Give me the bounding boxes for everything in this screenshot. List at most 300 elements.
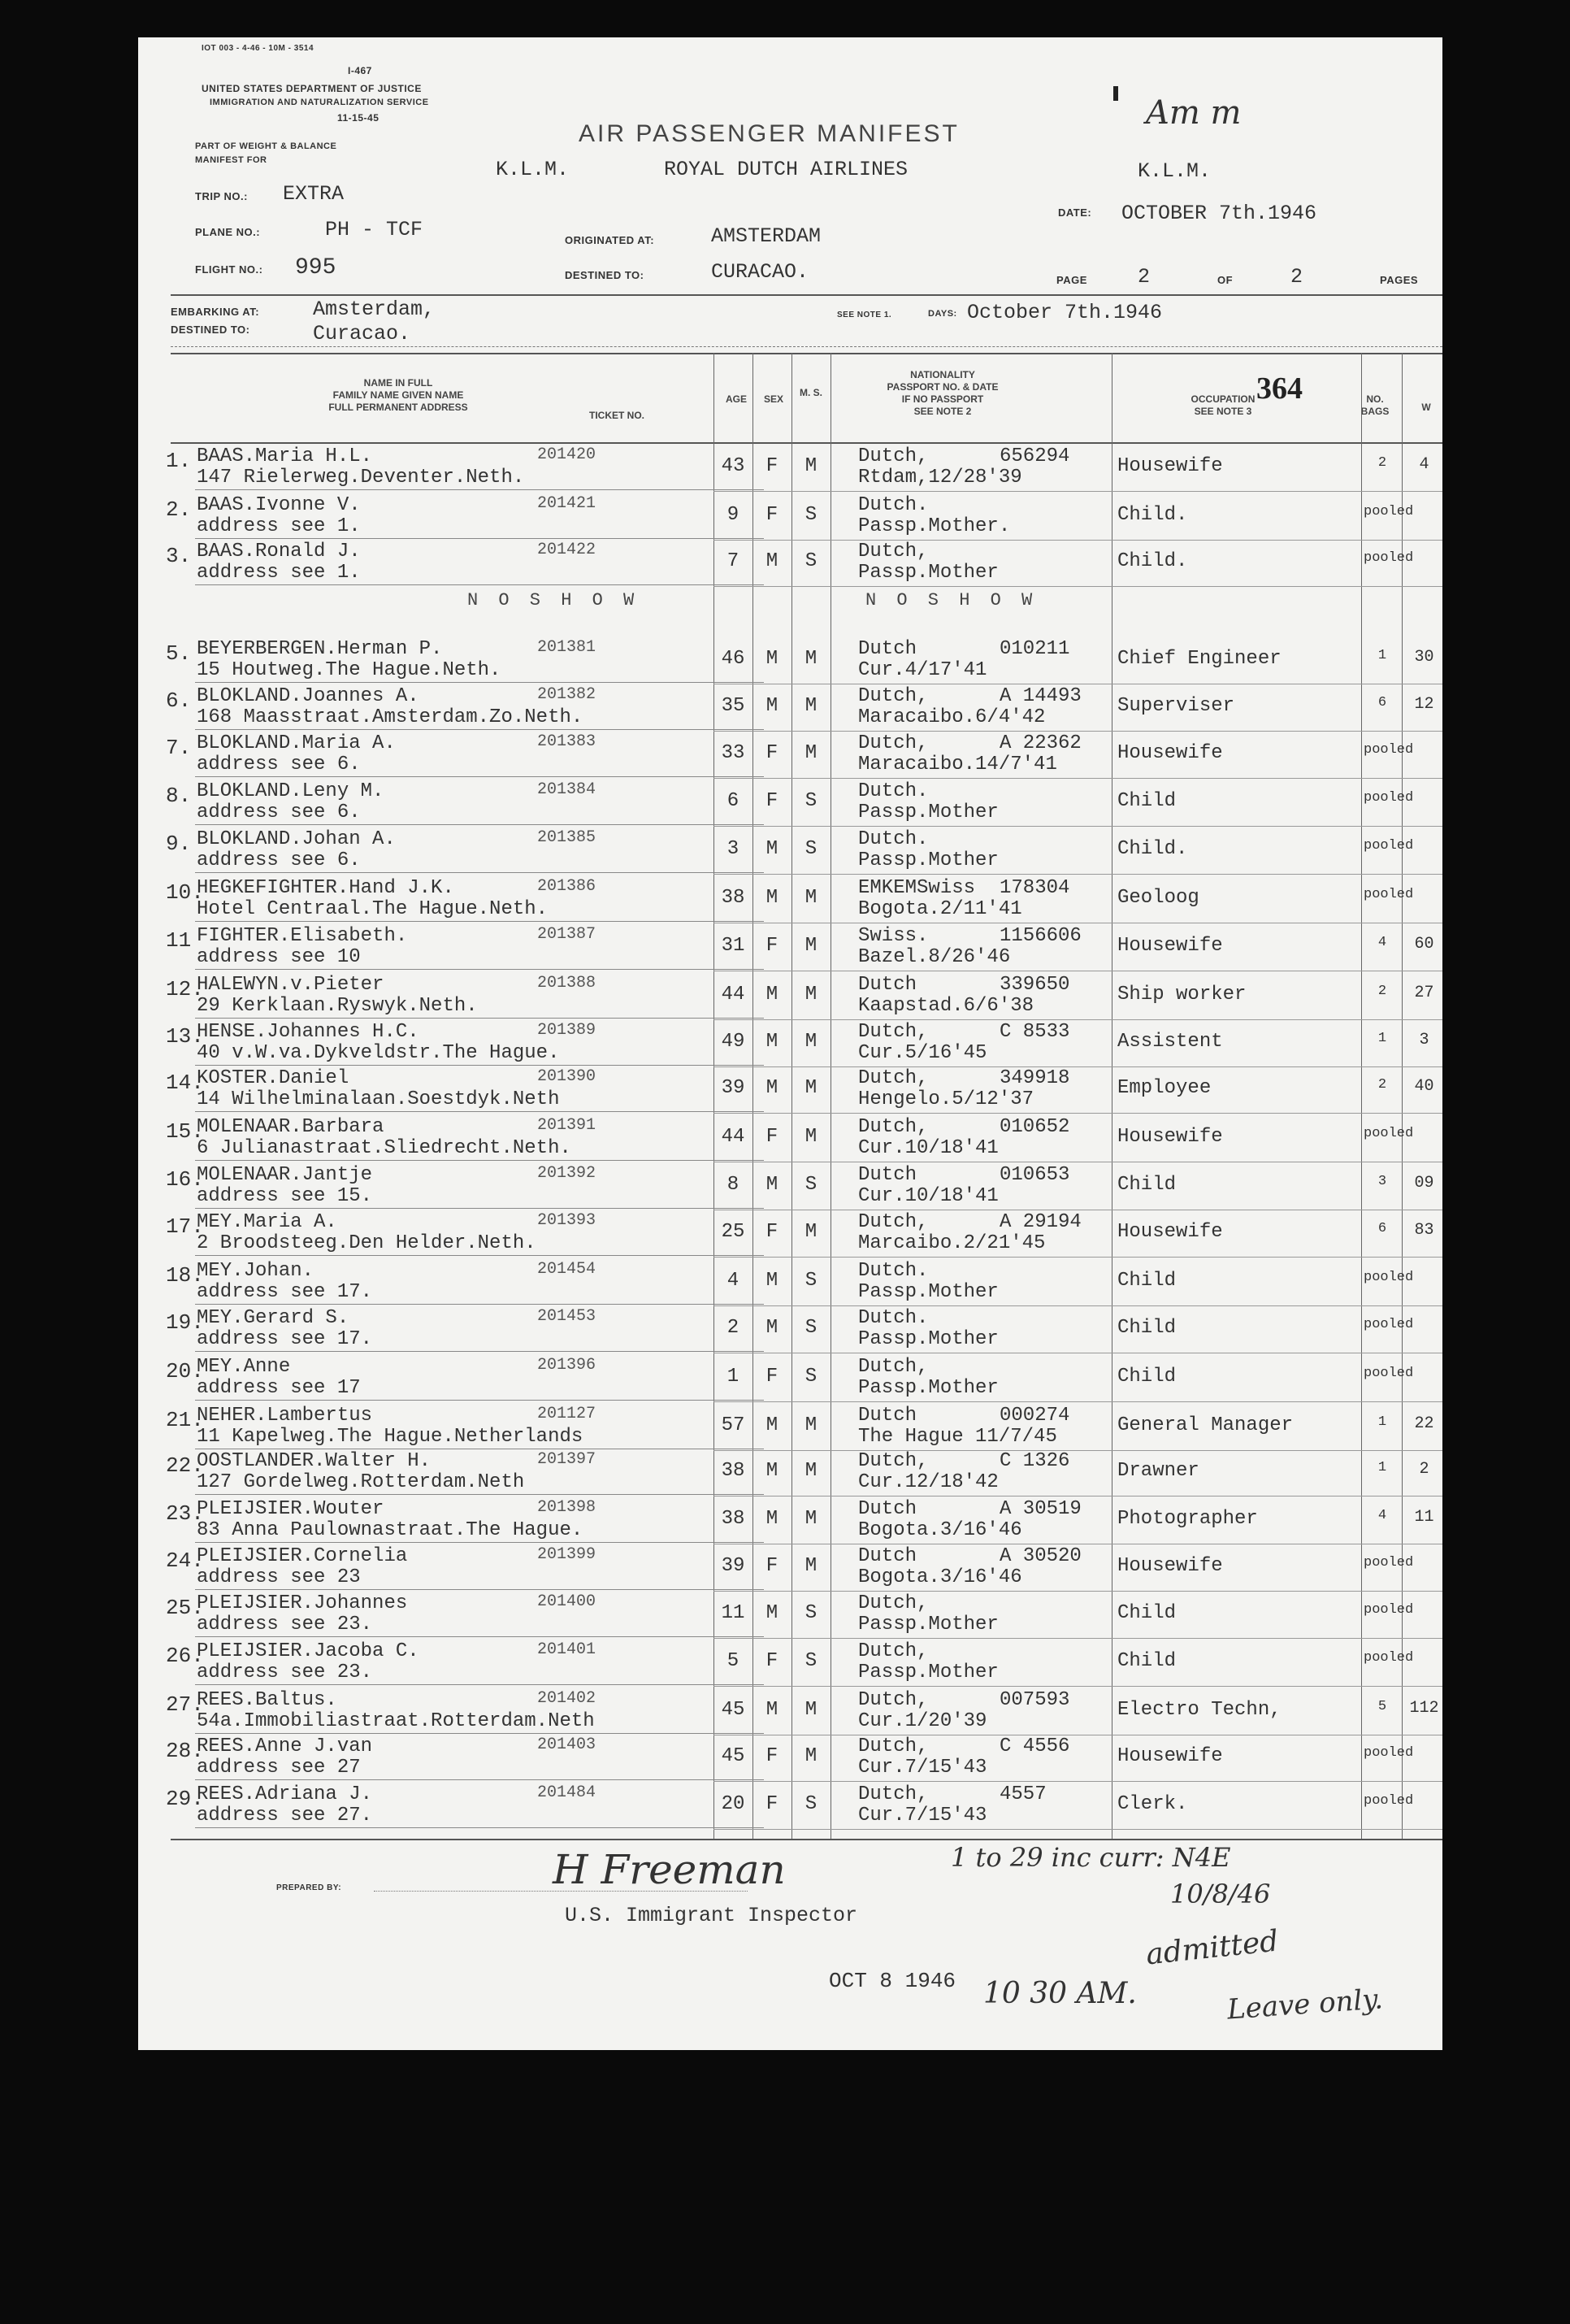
passenger-marital-status: S bbox=[805, 1174, 818, 1196]
passport-date: Cur.10/18'41 bbox=[858, 1185, 999, 1207]
embarking-value: Amsterdam, bbox=[313, 298, 436, 321]
row-rule bbox=[195, 969, 764, 970]
airline-code-left: K.L.M. bbox=[496, 158, 570, 181]
manifest-page bbox=[138, 37, 1442, 2050]
passenger-marital-status: M bbox=[805, 1126, 818, 1148]
passenger-name: BLOKLAND.Johan A. bbox=[197, 828, 396, 850]
passenger-address: address see 6. bbox=[197, 849, 361, 871]
stamp-number: 364 bbox=[1256, 371, 1303, 406]
bag-count: pooled bbox=[1364, 1270, 1414, 1285]
passenger-name: MEY.Gerard S. bbox=[197, 1307, 349, 1329]
part-label-1: PART OF WEIGHT & BALANCE bbox=[195, 141, 337, 151]
passport-number: 007593 bbox=[1000, 1689, 1070, 1711]
passenger-nationality: Dutch, bbox=[858, 685, 929, 707]
passenger-nationality: Dutch bbox=[858, 1498, 917, 1520]
passenger-number: 29. bbox=[166, 1787, 204, 1811]
row-rule bbox=[195, 1160, 764, 1161]
passenger-nationality: Dutch, bbox=[858, 1689, 929, 1711]
passenger-row bbox=[138, 684, 1442, 732]
passenger-row bbox=[138, 1066, 1442, 1114]
passenger-age: 57 bbox=[721, 1414, 745, 1436]
passport-number: 000274 bbox=[1000, 1405, 1070, 1427]
originated-label: ORIGINATED AT: bbox=[565, 234, 655, 246]
bag-weight: 4 bbox=[1419, 455, 1429, 474]
ticket-number: 201401 bbox=[537, 1640, 596, 1659]
passenger-marital-status: S bbox=[805, 550, 818, 572]
passenger-age: 4 bbox=[726, 1270, 739, 1292]
passenger-occupation: Clerk. bbox=[1117, 1793, 1188, 1815]
passenger-age: 2 bbox=[726, 1317, 739, 1339]
bag-weight: 40 bbox=[1414, 1077, 1434, 1096]
airline-name: ROYAL DUTCH AIRLINES bbox=[664, 158, 909, 181]
form-code: IOT 003 - 4-46 - 10M - 3514 bbox=[202, 44, 314, 53]
bag-count: 1 bbox=[1377, 1031, 1387, 1046]
passenger-row bbox=[138, 1019, 1442, 1067]
ticket-number: 201388 bbox=[537, 974, 596, 993]
passenger-occupation: Photographer bbox=[1117, 1508, 1258, 1530]
passenger-occupation: Child. bbox=[1117, 550, 1188, 572]
passenger-occupation: Housewife bbox=[1117, 742, 1223, 764]
passenger-name: BLOKLAND.Joannes A. bbox=[197, 685, 419, 707]
passport-date: Passp.Mother bbox=[858, 1281, 999, 1303]
row-rule bbox=[195, 824, 764, 825]
passenger-sex: F bbox=[765, 935, 778, 957]
passenger-nationality: Dutch, bbox=[858, 1450, 929, 1472]
ticket-number: 201397 bbox=[537, 1450, 596, 1469]
table-bottom-rule bbox=[171, 1839, 1442, 1840]
passport-number: C 4556 bbox=[1000, 1735, 1070, 1757]
passenger-sex: F bbox=[765, 455, 778, 477]
prepared-label: PREPARED BY: bbox=[276, 1883, 342, 1892]
passport-date: Kaapstad.6/6'38 bbox=[858, 995, 1034, 1017]
passenger-number: 17. bbox=[166, 1214, 204, 1239]
handwritten-note-count: 1 to 29 inc curr: N4E bbox=[951, 1842, 1231, 1873]
passenger-age: 31 bbox=[721, 935, 745, 957]
inspector-signature: H Freeman bbox=[553, 1846, 786, 1893]
col-header-ticket: TICKET NO. bbox=[589, 410, 644, 421]
passenger-age: 44 bbox=[721, 1126, 745, 1148]
passenger-occupation: Superviser bbox=[1117, 695, 1235, 717]
passenger-address: 83 Anna Paulownastraat.The Hague. bbox=[197, 1519, 583, 1541]
passenger-row bbox=[138, 1782, 1442, 1830]
passenger-row bbox=[138, 731, 1442, 779]
bag-count: pooled bbox=[1364, 550, 1414, 566]
passenger-name: FIGHTER.Elisabeth. bbox=[197, 925, 408, 947]
passenger-nationality: Dutch bbox=[858, 1405, 917, 1427]
passenger-sex: M bbox=[765, 1460, 778, 1482]
no-show-right: N O S H O W bbox=[865, 590, 1038, 610]
handwritten-time: 10 30 AM. bbox=[983, 1977, 1137, 2010]
passenger-age: 38 bbox=[721, 1508, 745, 1530]
passenger-age: 25 bbox=[721, 1221, 745, 1243]
passenger-name: REES.Baltus. bbox=[197, 1689, 337, 1711]
bag-count: 4 bbox=[1377, 935, 1387, 950]
passenger-number: 26. bbox=[166, 1644, 204, 1668]
passenger-occupation: Employee bbox=[1117, 1077, 1212, 1099]
header-rule bbox=[171, 294, 1442, 296]
passenger-occupation: Ship worker bbox=[1117, 984, 1247, 1006]
passenger-sex: M bbox=[765, 1077, 778, 1099]
passenger-occupation: Child bbox=[1117, 1650, 1177, 1672]
passenger-number: 12. bbox=[166, 977, 204, 1001]
passenger-occupation: Housewife bbox=[1117, 1745, 1223, 1767]
passenger-occupation: Housewife bbox=[1117, 935, 1223, 957]
passport-number: C 1326 bbox=[1000, 1450, 1070, 1472]
passenger-name: HEGKEFIGHTER.Hand J.K. bbox=[197, 877, 454, 899]
bag-count: 2 bbox=[1377, 984, 1387, 999]
passenger-number: 6. bbox=[166, 689, 192, 713]
passenger-name: REES.Adriana J. bbox=[197, 1783, 373, 1805]
embarking-label: EMBARKING AT: bbox=[171, 306, 260, 318]
passenger-number: 2. bbox=[166, 497, 192, 522]
passport-date: Cur.7/15'43 bbox=[858, 1757, 987, 1779]
embark-rule bbox=[171, 346, 1442, 347]
ticket-number: 201383 bbox=[537, 732, 596, 751]
ticket-number: 201422 bbox=[537, 541, 596, 559]
row-rule bbox=[195, 1494, 764, 1495]
originated-value: AMSTERDAM bbox=[711, 224, 822, 248]
passenger-age: 39 bbox=[721, 1077, 745, 1099]
ticket-number: 201396 bbox=[537, 1356, 596, 1375]
passenger-sex: M bbox=[765, 648, 778, 670]
passenger-sex: F bbox=[765, 1126, 778, 1148]
passenger-sex: F bbox=[765, 1366, 778, 1388]
passport-date: Hengelo.5/12'37 bbox=[858, 1088, 1034, 1110]
passenger-occupation: Housewife bbox=[1117, 1221, 1223, 1243]
passenger-address: 2 Broodsteeg.Den Helder.Neth. bbox=[197, 1232, 536, 1254]
passenger-marital-status: S bbox=[805, 1270, 818, 1292]
passenger-marital-status: S bbox=[805, 1366, 818, 1388]
bag-count: 1 bbox=[1377, 1414, 1387, 1430]
passenger-marital-status: M bbox=[805, 1460, 818, 1482]
passenger-name: BLOKLAND.Maria A. bbox=[197, 732, 396, 754]
bag-count: pooled bbox=[1364, 1366, 1414, 1381]
passenger-marital-status: M bbox=[805, 742, 818, 764]
passenger-number: 9. bbox=[166, 832, 192, 856]
passenger-sex: F bbox=[765, 1745, 778, 1767]
passenger-number: 13. bbox=[166, 1024, 204, 1049]
bag-weight: 3 bbox=[1419, 1031, 1429, 1049]
ticket-number: 201389 bbox=[537, 1021, 596, 1040]
passenger-age: 45 bbox=[721, 1745, 745, 1767]
passenger-row bbox=[138, 1591, 1442, 1639]
passport-date: Passp.Mother bbox=[858, 1614, 999, 1635]
passenger-address: 14 Wilhelminalaan.Soestdyk.Neth bbox=[197, 1088, 560, 1110]
row-rule bbox=[195, 489, 764, 490]
passenger-nationality: Dutch, bbox=[858, 1592, 929, 1614]
bag-weight: 27 bbox=[1414, 984, 1434, 1002]
passenger-row bbox=[138, 1162, 1442, 1210]
row-rule bbox=[713, 1686, 1442, 1687]
passport-number: 010211 bbox=[1000, 638, 1070, 660]
passport-date: Rtdam,12/28'39 bbox=[858, 467, 1022, 489]
passenger-row bbox=[138, 1734, 1442, 1782]
bag-count: 2 bbox=[1377, 1077, 1387, 1092]
passport-number: 1156606 bbox=[1000, 925, 1082, 947]
passport-number: C 8533 bbox=[1000, 1021, 1070, 1043]
passport-date: Passp.Mother bbox=[858, 1662, 999, 1683]
passenger-address: address see 23 bbox=[197, 1566, 361, 1588]
row-rule bbox=[195, 729, 764, 730]
passenger-nationality: EMKEMSwiss bbox=[858, 877, 976, 899]
passenger-sex: M bbox=[765, 550, 778, 572]
ticket-number: 201392 bbox=[537, 1164, 596, 1183]
passenger-row bbox=[138, 493, 1442, 541]
passport-date: Cur.5/16'45 bbox=[858, 1042, 987, 1064]
passenger-number: 11 bbox=[166, 928, 192, 953]
passenger-row bbox=[138, 827, 1442, 875]
passport-number: 349918 bbox=[1000, 1067, 1070, 1089]
ticket-number: 201484 bbox=[537, 1783, 596, 1802]
passenger-occupation: Child. bbox=[1117, 838, 1188, 860]
passenger-nationality: Dutch, bbox=[858, 1021, 929, 1043]
row-rule bbox=[195, 1111, 764, 1112]
passenger-address: address see 6. bbox=[197, 754, 361, 775]
passenger-age: 20 bbox=[721, 1793, 745, 1815]
passenger-address: address see 23. bbox=[197, 1662, 373, 1683]
passport-number: 010652 bbox=[1000, 1116, 1070, 1138]
passenger-number: 18. bbox=[166, 1263, 204, 1288]
passenger-occupation: Child bbox=[1117, 790, 1177, 812]
bag-count: pooled bbox=[1364, 1745, 1414, 1761]
passenger-address: address see 27. bbox=[197, 1805, 373, 1827]
handwritten-note-date: 10/8/46 bbox=[1170, 1879, 1271, 1909]
passport-number: A 22362 bbox=[1000, 732, 1082, 754]
table-top-rule bbox=[171, 353, 1442, 354]
bag-count: 5 bbox=[1377, 1699, 1387, 1714]
passenger-row bbox=[138, 444, 1442, 492]
passenger-occupation: Child bbox=[1117, 1602, 1177, 1624]
passenger-address: 11 Kapelweg.The Hague.Netherlands bbox=[197, 1426, 583, 1448]
ticket-number: 201386 bbox=[537, 877, 596, 896]
passenger-name: HENSE.Johannes H.C. bbox=[197, 1021, 419, 1043]
passenger-marital-status: M bbox=[805, 1508, 818, 1530]
row-rule bbox=[195, 682, 764, 683]
ticket-number: 201403 bbox=[537, 1735, 596, 1754]
page-value: 2 bbox=[1138, 265, 1151, 289]
passenger-address: 6 Julianastraat.Sliedrecht.Neth. bbox=[197, 1137, 571, 1159]
row-rule bbox=[195, 1684, 764, 1685]
passenger-address: address see 17 bbox=[197, 1377, 361, 1399]
passenger-nationality: Dutch bbox=[858, 1164, 917, 1186]
row-rule bbox=[195, 1351, 764, 1352]
days-value: October 7th.1946 bbox=[967, 301, 1163, 324]
passport-number: A 30519 bbox=[1000, 1498, 1082, 1520]
destined-label: DESTINED TO: bbox=[565, 269, 644, 281]
passenger-name: MEY.Johan. bbox=[197, 1260, 314, 1282]
passenger-address: address see 10 bbox=[197, 946, 361, 968]
passenger-nationality: Dutch. bbox=[858, 1307, 929, 1329]
passenger-sex: F bbox=[765, 1221, 778, 1243]
row-rule bbox=[195, 1255, 764, 1256]
no-show-left: N O S H O W bbox=[467, 590, 640, 610]
bag-weight: 30 bbox=[1414, 648, 1434, 667]
passenger-age: 46 bbox=[721, 648, 745, 670]
passenger-name: BEYERBERGEN.Herman P. bbox=[197, 638, 443, 660]
passenger-age: 39 bbox=[721, 1555, 745, 1577]
plane-label: PLANE NO.: bbox=[195, 226, 261, 238]
passenger-age: 38 bbox=[721, 887, 745, 909]
row-rule bbox=[195, 1589, 764, 1590]
passenger-number: 27. bbox=[166, 1692, 204, 1717]
row-rule bbox=[713, 874, 1442, 875]
passport-date: Passp.Mother. bbox=[858, 515, 1011, 537]
service-name: IMMIGRATION AND NATURALIZATION SERVICE bbox=[210, 98, 429, 107]
ticket-number: 201454 bbox=[537, 1260, 596, 1279]
bag-count: pooled bbox=[1364, 1555, 1414, 1570]
passport-number: A 14493 bbox=[1000, 685, 1082, 707]
form-date: 11-15-45 bbox=[337, 112, 379, 124]
ticket-number: 201420 bbox=[537, 445, 596, 464]
passenger-number: 22. bbox=[166, 1453, 204, 1478]
passenger-row bbox=[138, 1258, 1442, 1306]
ticket-number: 201385 bbox=[537, 828, 596, 847]
passenger-age: 1 bbox=[726, 1366, 739, 1388]
bag-weight: 11 bbox=[1414, 1508, 1434, 1527]
ticket-number: 201387 bbox=[537, 925, 596, 944]
passenger-marital-status: M bbox=[805, 1699, 818, 1721]
passenger-age: 8 bbox=[726, 1174, 739, 1196]
see-note-1: SEE NOTE 1. bbox=[837, 311, 892, 319]
passenger-nationality: Dutch bbox=[858, 638, 917, 660]
passenger-sex: M bbox=[765, 1414, 778, 1436]
passenger-nationality: Dutch, bbox=[858, 1735, 929, 1757]
passenger-occupation: Child bbox=[1117, 1270, 1177, 1292]
passenger-row bbox=[138, 1544, 1442, 1592]
passenger-number: 19. bbox=[166, 1310, 204, 1335]
passenger-address: 168 Maasstraat.Amsterdam.Zo.Neth. bbox=[197, 706, 583, 728]
passenger-marital-status: S bbox=[805, 838, 818, 860]
row-rule bbox=[195, 1542, 764, 1543]
passenger-row bbox=[138, 1114, 1442, 1162]
row-rule bbox=[195, 1400, 764, 1401]
passenger-nationality: Dutch, bbox=[858, 541, 929, 563]
passenger-address: address see 6. bbox=[197, 801, 361, 823]
col-header-marital: M. S. bbox=[799, 387, 822, 398]
passenger-row bbox=[138, 1354, 1442, 1402]
passenger-occupation: Electro Techn, bbox=[1117, 1699, 1282, 1721]
handwritten-note-top: Am m bbox=[1146, 94, 1242, 132]
passenger-row bbox=[138, 539, 1442, 587]
date-value: OCTOBER 7th.1946 bbox=[1121, 202, 1317, 225]
row-rule bbox=[195, 1827, 764, 1828]
row-rule bbox=[713, 1829, 1442, 1830]
bag-count: pooled bbox=[1364, 838, 1414, 854]
passport-date: Bogota.3/16'46 bbox=[858, 1519, 1022, 1541]
passport-date: Marcaibo.2/21'45 bbox=[858, 1232, 1046, 1254]
part-label-2: MANIFEST FOR bbox=[195, 155, 267, 165]
col-header-occupation: OCCUPATION SEE NOTE 3 bbox=[1191, 393, 1256, 417]
handwritten-admitted: admitted bbox=[1144, 1924, 1281, 1972]
passenger-address: Hotel Centraal.The Hague.Neth. bbox=[197, 898, 549, 920]
row-rule bbox=[195, 1779, 764, 1780]
bag-count: 6 bbox=[1377, 1221, 1387, 1236]
passenger-name: BAAS.Maria H.L. bbox=[197, 445, 373, 467]
passenger-name: NEHER.Lambertus bbox=[197, 1405, 373, 1427]
passport-date: Passp.Mother bbox=[858, 562, 999, 584]
passenger-marital-status: S bbox=[805, 1793, 818, 1815]
passenger-occupation: Child bbox=[1117, 1174, 1177, 1196]
row-rule bbox=[713, 1113, 1442, 1114]
row-rule bbox=[195, 1018, 764, 1019]
bag-weight: 12 bbox=[1414, 695, 1434, 714]
passenger-marital-status: S bbox=[805, 1602, 818, 1624]
row-rule bbox=[195, 776, 764, 777]
passenger-name: REES.Anne J.van bbox=[197, 1735, 373, 1757]
inspector-title: U.S. Immigrant Inspector bbox=[565, 1904, 858, 1927]
bag-count: 6 bbox=[1377, 695, 1387, 710]
bag-count: 3 bbox=[1377, 1174, 1387, 1189]
passenger-name: PLEIJSIER.Johannes bbox=[197, 1592, 408, 1614]
passenger-number: 8. bbox=[166, 784, 192, 808]
passenger-address: address see 17. bbox=[197, 1281, 373, 1303]
destined-value: CURACAO. bbox=[711, 260, 809, 284]
passport-number: 010653 bbox=[1000, 1164, 1070, 1186]
passenger-row bbox=[138, 1688, 1442, 1735]
row-rule bbox=[713, 586, 1442, 587]
ticket-number: 201382 bbox=[537, 685, 596, 704]
passenger-number: 21. bbox=[166, 1408, 204, 1432]
passport-date: The Hague 11/7/45 bbox=[858, 1426, 1057, 1448]
passenger-nationality: Dutch, bbox=[858, 1783, 929, 1805]
passenger-age: 33 bbox=[721, 742, 745, 764]
passenger-name: MEY.Maria A. bbox=[197, 1211, 337, 1233]
passenger-occupation: Assistent bbox=[1117, 1031, 1223, 1053]
passenger-name: BAAS.Ronald J. bbox=[197, 541, 361, 563]
passport-date: Bogota.3/16'46 bbox=[858, 1566, 1022, 1588]
passenger-age: 3 bbox=[726, 838, 739, 860]
passenger-number: 3. bbox=[166, 544, 192, 568]
passenger-marital-status: M bbox=[805, 648, 818, 670]
passenger-number: 25. bbox=[166, 1596, 204, 1620]
passenger-nationality: Dutch, bbox=[858, 1211, 929, 1233]
ticket-number: 201402 bbox=[537, 1689, 596, 1708]
passport-number: A 30520 bbox=[1000, 1545, 1082, 1567]
passenger-number: 24. bbox=[166, 1549, 204, 1573]
ticket-number: 201398 bbox=[537, 1498, 596, 1517]
bag-weight: 2 bbox=[1419, 1460, 1429, 1479]
ticket-number: 201127 bbox=[537, 1405, 596, 1423]
passport-date: Cur.12/18'42 bbox=[858, 1471, 999, 1493]
passenger-sex: M bbox=[765, 984, 778, 1006]
row-rule bbox=[195, 921, 764, 922]
passport-date: Cur.7/15'43 bbox=[858, 1805, 987, 1827]
passenger-sex: F bbox=[765, 1793, 778, 1815]
flight-value: 995 bbox=[295, 255, 336, 280]
plane-value: PH - TCF bbox=[325, 218, 423, 241]
passenger-name: MOLENAAR.Barbara bbox=[197, 1116, 384, 1138]
passenger-row bbox=[138, 779, 1442, 827]
row-rule bbox=[195, 584, 764, 585]
passenger-row bbox=[138, 923, 1442, 971]
passenger-nationality: Dutch. bbox=[858, 494, 929, 516]
passport-date: Maracaibo.14/7'41 bbox=[858, 754, 1057, 775]
ticket-number: 201399 bbox=[537, 1545, 596, 1564]
bag-count: 1 bbox=[1377, 1460, 1387, 1475]
passenger-marital-status: M bbox=[805, 695, 818, 717]
col-header-bags: NO. BAGS bbox=[1360, 393, 1390, 417]
destined-to-label: DESTINED TO: bbox=[171, 324, 250, 336]
passenger-name: KOSTER.Daniel bbox=[197, 1067, 349, 1089]
ticket-number: 201384 bbox=[537, 780, 596, 799]
ticket-number: 201381 bbox=[537, 638, 596, 657]
passenger-sex: M bbox=[765, 1174, 778, 1196]
passenger-sex: M bbox=[765, 1317, 778, 1339]
passenger-occupation: Chief Engineer bbox=[1117, 648, 1282, 670]
passenger-age: 11 bbox=[721, 1602, 745, 1624]
passenger-age: 49 bbox=[721, 1031, 745, 1053]
of-label: OF bbox=[1217, 274, 1234, 286]
